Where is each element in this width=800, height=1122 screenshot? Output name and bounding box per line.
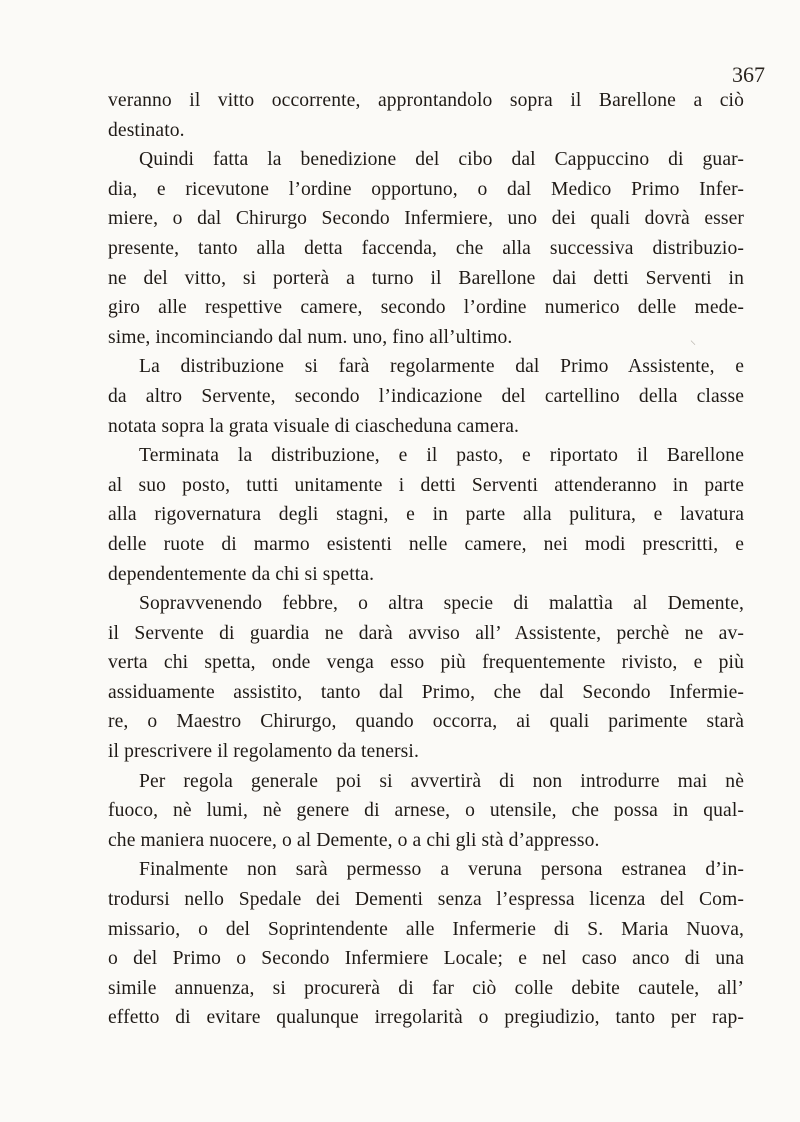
text-line: presente, tanto alla detta faccenda, che alla successiva distribuzio- [108,237,744,259]
page-number: 367 [732,62,765,87]
text-line: La distribuzione si farà regolarmente dal Primo Assistente, e [139,356,744,378]
text-line: ne del vitto, si porterà a turno il Barellone dai detti Serventi in [108,267,744,289]
margin-speck: ⸌ [690,338,697,352]
text-line: destinato. [108,119,185,141]
text-line: trodursi nello Spedale dei Dementi senza l’espressa licenza del Com- [108,889,744,911]
text-line: verta chi spetta, onde venga esso più frequentemente rivisto, e più [108,652,744,674]
text-line: dia, e ricevutone l’ordine opportuno, o dal Medico Primo Infer- [108,178,744,200]
text-line: effetto di evitare qualunque irregolarità o pregiudizio, tanto per rap- [108,1007,744,1029]
text-line: veranno il vitto occorrente, approntandolo sopra il Barellone a ciò [108,90,744,111]
text-line: Sopravvenendo febbre, o altra specie di malattìa al Demente, [139,593,744,615]
text-line: il Servente di guardia ne darà avviso all’ Assistente, perchè ne av- [108,622,744,644]
text-line: giro alle respettive camere, secondo l’ordine numerico delle mede- [108,297,744,319]
text-line: Terminata la distribuzione, e il pasto, e riportato il Barellone [139,445,744,467]
text-line: il prescrivere il regolamento da tenersi. [108,741,419,763]
text-line: che maniera nuocere, o al Demente, o a chi gli stà d’appresso. [108,829,600,851]
text-line: Finalmente non sarà permesso a veruna persona estranea d’in- [139,859,744,881]
text-line: sime, incominciando dal num. uno, fino all’ultimo. [108,326,513,348]
text-line: notata sopra la grata visuale di ciascheduna camera. [108,415,520,437]
text-line: missario, o del Soprintendente alle Infermerie di S. Maria Nuova, [108,918,744,940]
text-line: Per regola generale poi si avvertirà di non introdurre mai nè [139,770,744,792]
text-line: simile annuenza, si procurerà di far ciò colle debite cautele, all’ [108,977,744,999]
text-line: re, o Maestro Chirurgo, quando occorra, ai quali parimente starà [108,711,744,733]
text-line: dependentemente da chi si spetta. [108,563,375,585]
text-line: delle ruote di marmo esistenti nelle camere, nei modi prescritti, e [108,533,744,555]
text-line: da altro Servente, secondo l’indicazione del cartellino della classe [108,385,744,407]
text-line: o del Primo o Secondo Infermiere Locale; e nel caso anco di una [108,948,744,970]
text-line: miere, o dal Chirurgo Secondo Infermiere, uno dei quali dovrà esser [108,208,744,230]
text-line: al suo posto, tutti unitamente i detti Serventi attenderanno in parte [108,474,744,496]
text-line: fuoco, nè lumi, nè genere di arnese, o utensile, che possa in qual- [108,800,744,822]
text-line: assiduamente assistito, tanto dal Primo, che dal Secondo Infermie- [108,681,744,703]
text-line: Quindi fatta la benedizione del cibo dal Cappuccino di guar- [139,149,744,171]
body-text [108,86,744,1033]
text-line: alla rigovernatura degli stagni, e in parte alla pulitura, e lavatura [108,504,744,526]
